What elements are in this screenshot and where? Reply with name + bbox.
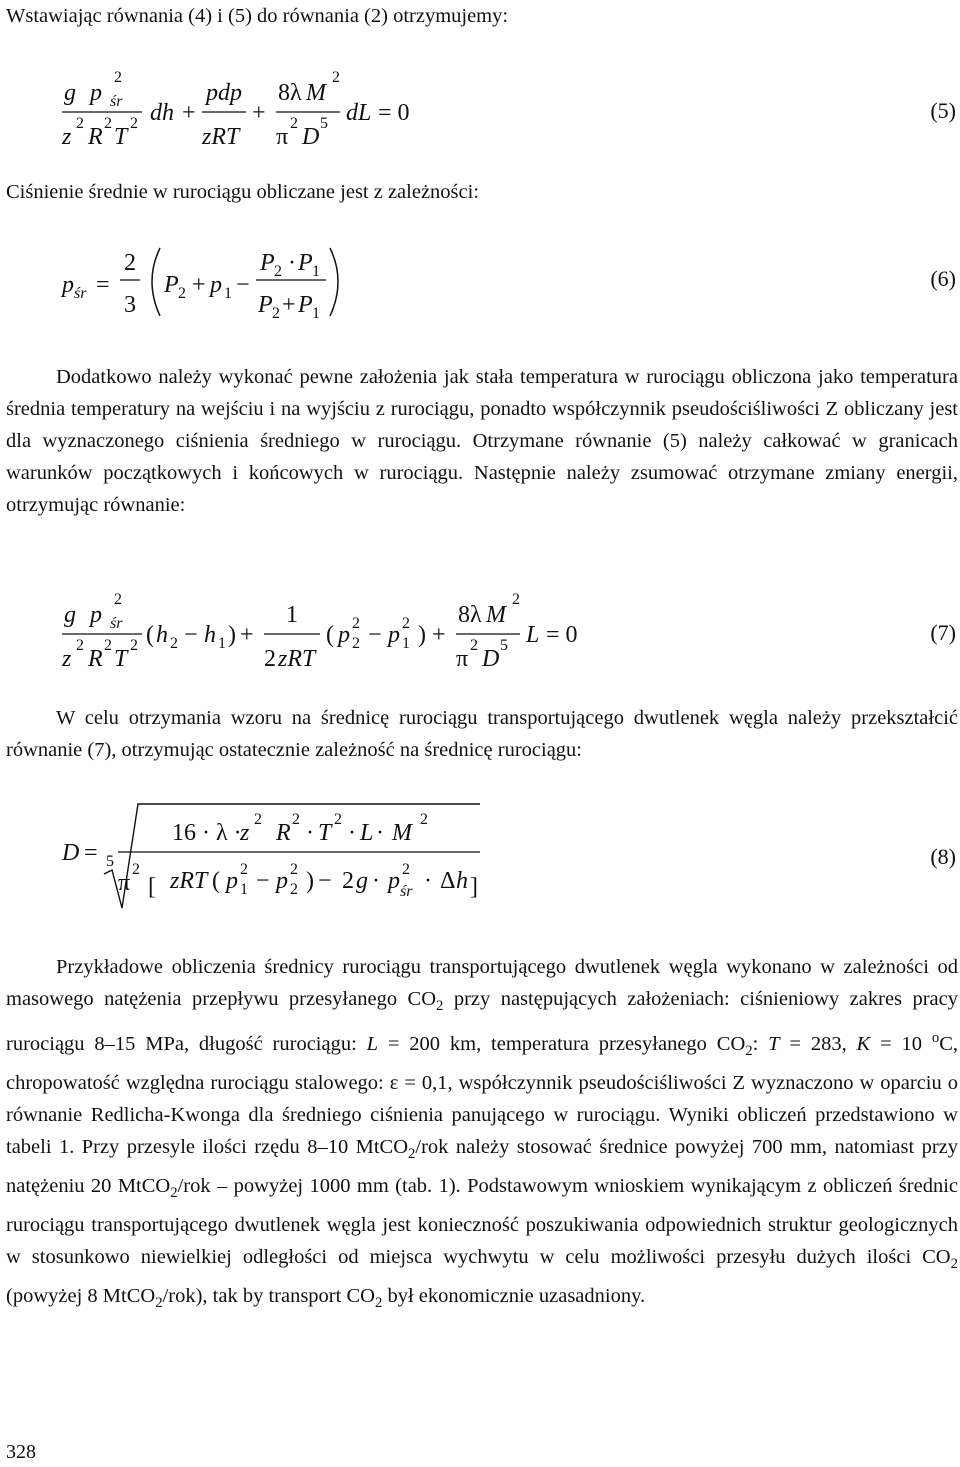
results-text-o: /rok), tak by transport CO [162,1285,375,1308]
svg-text:16 · λ ·: 16 · λ · [172,820,242,846]
svg-text:]: ] [470,874,478,900]
svg-text:): ) [306,868,314,894]
svg-text:[: [ [148,874,156,900]
co2-subscript: 2 [408,1146,416,1163]
svg-text:2: 2 [290,115,298,132]
results-paragraph [6,951,958,1319]
svg-text:2: 2 [240,861,248,878]
equation-6-number: (6) [930,266,956,291]
svg-text:2: 2 [290,861,298,878]
svg-text:2: 2 [124,250,136,276]
svg-text:π: π [276,124,289,150]
svg-text:π: π [456,646,469,672]
svg-text:h: h [204,622,216,648]
svg-text:+: + [192,272,206,298]
page-number: 328 [6,1441,36,1463]
svg-text:2: 2 [178,285,186,302]
svg-text:1: 1 [312,263,320,280]
svg-text:): ) [228,622,236,648]
svg-text:h: h [456,868,468,894]
svg-text:2: 2 [114,591,122,608]
equation-8-formula [0,800,960,920]
co2-subscript: 2 [436,998,444,1015]
svg-text:1: 1 [286,602,298,628]
svg-text:P: P [260,250,275,276]
svg-text:śr: śr [110,615,123,632]
svg-text:p: p [90,602,102,628]
svg-text:2: 2 [512,591,520,608]
svg-text:P: P [258,292,273,318]
svg-text:=: = [84,840,98,866]
svg-text:pdp: pdp [206,80,242,106]
svg-text:2: 2 [402,861,410,878]
svg-text:Δ: Δ [440,868,456,894]
equation-8 [0,800,960,920]
svg-text:π: π [118,870,131,896]
svg-text:p: p [62,272,74,298]
equation-8-number: (8) [930,844,956,869]
svg-text:śr: śr [74,285,87,302]
svg-text:zRT: zRT [278,646,316,672]
svg-text:2: 2 [334,811,342,828]
svg-text:2: 2 [292,811,300,828]
mean-pressure-sentence: Ciśnienie średnie w rurociągu obliczane jest z zależności: [6,181,480,203]
co2-subscript: 2 [374,1295,383,1312]
intro-sentence: Wstawiając równania (4) i (5) do równania (2) otrzymujemy: [6,5,509,27]
svg-text:g: g [64,602,76,628]
equation-6 [0,236,960,326]
svg-text:D: D [62,840,80,866]
svg-text:(: ( [326,622,334,648]
svg-text:+: + [252,100,266,126]
svg-text:p: p [276,868,288,894]
svg-text:p: p [226,868,238,894]
svg-text:+: + [182,100,196,126]
svg-text:R: R [88,124,103,150]
results-text-m: /rok – powyżej 1000 mm (tab. 1). Podstawowym wnioskiem wynikającym z obliczeń średnic rurociągu transportującego dwutlenek węgla jest konieczność poszukiwania odpowiednich struktur geologicznych w stosunkowo niewielkiej odległości od miejsca wychwytu w celu możliwości przesyłu dużych ilości CO [6,1175,958,1269]
assumptions-paragraph [6,361,958,521]
svg-text:5: 5 [500,637,508,654]
results-var-L: L [366,1032,379,1055]
results-text-g: = 283, [779,1032,857,1055]
results-text-p: był ekonomicznie uzasadniony. [382,1285,646,1308]
svg-text:): ) [418,622,426,648]
svg-text:T: T [114,124,128,150]
svg-text:śr: śr [110,93,123,110]
svg-text:·: · [306,820,314,846]
svg-text:−: − [368,622,382,648]
results-text-k: C, chropowatość względna rurociągu stalowego: ε = 0,1, współczynnik pseudościśliwości Z wyznaczono w oparciu o równanie Redlicha-Kwonga dla średniego ciśnienia panującego w rurociągu. Wyniki obliczeń przedstawiono w tabeli 1. Przy przesyle ilości rzędu 8–10 MtCO [6,1032,959,1159]
svg-text:−: − [256,868,270,894]
svg-text:P: P [298,292,313,318]
svg-text:p: p [388,622,400,648]
svg-text:·: · [376,820,384,846]
results-var-T: T [768,1032,780,1055]
svg-text:8λ: 8λ [458,602,482,628]
svg-text:+: + [432,622,446,648]
equation-6-formula [0,236,960,326]
equation-7 [0,582,960,672]
svg-text:2: 2 [76,115,84,132]
svg-text:= 0: = 0 [546,622,578,648]
svg-text:2: 2 [254,811,262,828]
svg-text:1: 1 [240,881,248,898]
svg-text:zRT: zRT [170,868,208,894]
diameter-paragraph [6,702,958,766]
svg-text:·: · [372,868,380,894]
svg-text:−: − [184,622,198,648]
svg-text:2: 2 [264,646,276,672]
svg-text:dL: dL [346,100,372,126]
svg-text:=: = [96,272,110,298]
svg-text:2: 2 [402,615,410,632]
results-text-n: (powyżej 8 MtCO [6,1285,156,1308]
svg-text:1: 1 [402,635,410,652]
svg-text:g: g [64,80,76,106]
svg-text:+: + [282,292,296,318]
co2-subscript: 2 [155,1295,163,1312]
results-text-b: przy następujących założeniach: ciśnieniowy zakres pracy rurociągu 8–15 MPa, długość rurociągu: [6,988,958,1055]
svg-text:2: 2 [114,69,122,86]
degree-superscript: o [931,1030,940,1047]
svg-text:2: 2 [274,263,282,280]
svg-text:M: M [306,80,326,106]
svg-text:z: z [62,646,72,672]
results-text-l: /rok należy stosować średnice powyżej 700 mm, natomiast przy natężeniu 20 MtCO [6,1136,959,1198]
svg-text:−: − [318,868,332,894]
svg-text:5: 5 [320,115,328,132]
svg-text:L: L [526,622,540,648]
equation-5-formula [0,60,960,150]
svg-text:+: + [240,622,254,648]
svg-text:2: 2 [76,637,84,654]
results-text-i: = 10 [870,1032,932,1055]
equation-5-number: (5) [930,98,956,123]
svg-text:1: 1 [312,305,320,322]
svg-text:M: M [486,602,506,628]
diameter-text: W celu otrzymania wzoru na średnicę rurociągu transportującego dwutlenek węgla należy przekształcić równanie (7), otrzymując ostatecznie zależność na średnicę rurociągu: [6,707,958,761]
svg-text:1: 1 [218,635,226,652]
svg-text:L: L [360,820,374,846]
svg-text:(: ( [212,868,220,894]
svg-text:zRT: zRT [202,124,240,150]
svg-text:R: R [276,820,291,846]
svg-text:2: 2 [104,115,112,132]
svg-text:2: 2 [470,637,478,654]
svg-text:śr: śr [400,883,413,900]
svg-text:z: z [240,820,250,846]
svg-text:2: 2 [352,615,360,632]
svg-text:P: P [298,250,313,276]
svg-text:1: 1 [224,285,232,302]
svg-text:2: 2 [420,811,428,828]
svg-text:p: p [90,80,102,106]
svg-text:−: − [236,272,250,298]
equation-7-formula [0,582,960,672]
svg-text:2: 2 [130,637,138,654]
svg-text:2: 2 [332,69,340,86]
svg-text:2: 2 [170,635,178,652]
svg-text:dh: dh [150,100,174,126]
svg-text:2: 2 [132,861,140,878]
svg-text:2: 2 [290,881,298,898]
co2-subscript: 2 [950,1256,958,1273]
equation-7-number: (7) [930,620,956,645]
svg-text:·: · [424,868,432,894]
svg-text:h: h [156,622,168,648]
svg-text:T: T [318,820,332,846]
svg-text:2: 2 [104,637,112,654]
svg-text:·: · [288,250,296,276]
svg-text:2: 2 [130,115,138,132]
svg-text:p: p [338,622,350,648]
equation-5 [0,60,960,150]
results-text-e: : [752,1032,769,1055]
svg-text:D: D [302,124,320,150]
svg-text:(: ( [146,622,154,648]
svg-text:D: D [482,646,500,672]
svg-text:2: 2 [342,868,354,894]
svg-text:8λ: 8λ [278,80,302,106]
results-text-a: Przykładowe obliczenia średnicy rurociągu transportującego dwutlenek węgla wykonano w zależności od masowego natężenia przepływu przesyłanego CO [6,956,958,1010]
co2-subscript: 2 [745,1043,753,1060]
co2-subscript: 2 [170,1185,178,1202]
results-var-K: K [856,1032,871,1055]
svg-text:P: P [164,272,179,298]
svg-text:R: R [88,646,103,672]
svg-text:T: T [114,646,128,672]
svg-text:p: p [210,272,222,298]
svg-text:2: 2 [272,305,280,322]
svg-text:·: · [348,820,356,846]
svg-text:M: M [392,820,412,846]
svg-text:p: p [388,868,400,894]
assumptions-text: Dodatkowo należy wykonać pewne założenia jak stała temperatura w rurociągu obliczona jako temperatura średnia temperatury na wejściu i na wyjściu z rurociągu, ponadto współczynnik pseudościśliwości Z obliczany jest dla wyznaczonego ciśnienia średniego w rurociągu. Otrzymane równanie (5) należy całkować w granicach warunków początkowych i końcowych w rurociągu. Następnie należy zsumować otrzymane zmiany energii, otrzymując równanie: [6,366,958,516]
svg-text:z: z [62,124,72,150]
svg-text:5: 5 [106,853,114,870]
svg-text:g: g [356,868,368,894]
svg-text:2: 2 [352,635,360,652]
svg-text:3: 3 [124,292,136,318]
results-text-d: = 200 km, temperatura przesyłanego CO [378,1032,746,1055]
svg-text:= 0: = 0 [378,100,410,126]
